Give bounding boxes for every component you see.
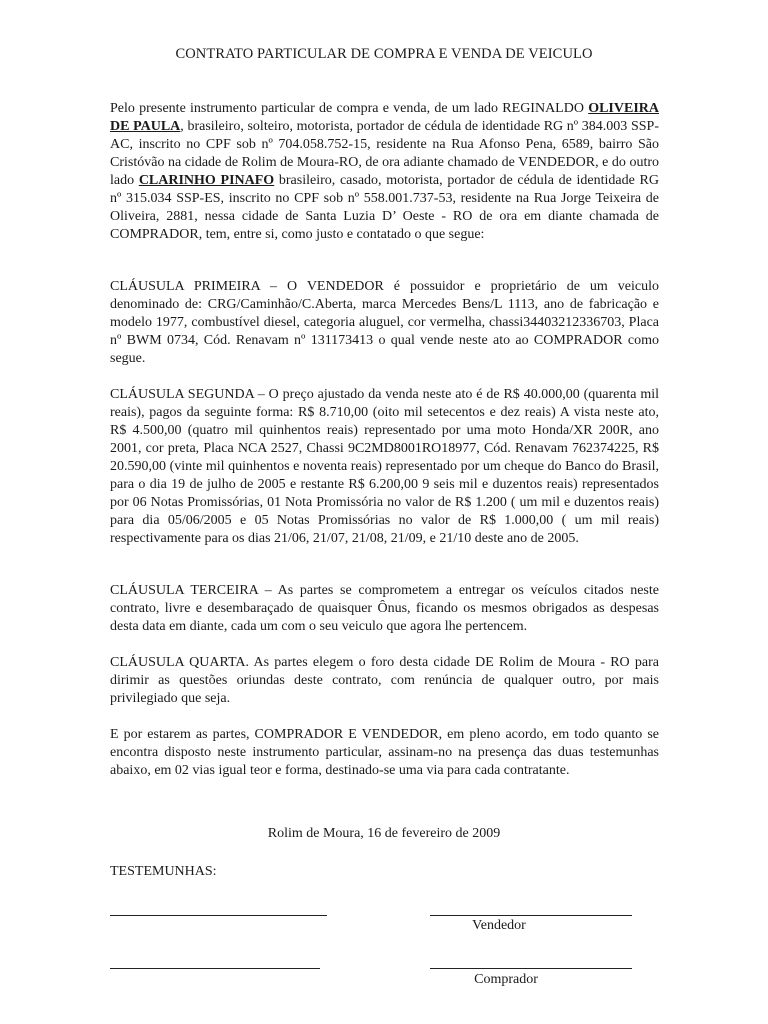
intro-text-2: , brasileiro, solteiro, motorista, portador de cédula de identidade RG nº 384.003 SSP-AC, inscrito no CPF sob nº 704.058.752-15, residente na Rua Afonso Pena, 6589, bairro São Cristóvão na cidade de Rolim de Moura-RO, de ora adiante chamado de VENDEDOR, e do outro lado: [110, 119, 659, 188]
place-and-date: Rolim de Moura, 16 de fevereiro de 2009: [267, 826, 501, 841]
closing-paragraph: E por estarem as partes, COMPRADOR E VENDEDOR, em pleno acordo, em todo quanto se encontra disposto neste instrumento particular, assinam-no na presença das duas testemunhas abaixo, em 02 vias igual teor e forma, destinado-se uma via para cada contratante.: [110, 727, 659, 778]
buyer-signature-line: [430, 968, 632, 969]
clause-first: CLÁUSULA PRIMEIRA – O VENDEDOR é possuidor e proprietário de um veiculo denominado de: CRG/Caminhão/C.Aberta, marca Mercedes Bens/L 1113, ano de fabricação e modelo 1977, combustível diesel, categoria aluguel, cor vermelha, chassi34403212336703, Placa nº BWM 0734, Cód. Renavam nº 131173413 o qual vende neste ato ao COMPRADOR como segue.: [110, 279, 659, 366]
document-title: CONTRATO PARTICULAR DE COMPRA E VENDA DE VEICULO: [175, 46, 593, 62]
clause-third: CLÁUSULA TERCEIRA – As partes se comprometem a entregar os veículos citados neste contrato, livre e desembaraçado de quaisquer Ônus, ficando os mesmos obrigados as despesas desta data em diante, cada um com o seu veiculo que agora lhe pertencem.: [110, 583, 659, 634]
witnesses-label: TESTEMUNHAS:: [110, 864, 217, 879]
clause-fourth: CLÁUSULA QUARTA. As partes elegem o foro desta cidade DE Rolim de Moura - RO para dirimir as questões oriundas deste contrato, com renúncia de qualquer outro, por mais privilegiado que seja.: [110, 655, 659, 706]
buyer-name: CLARINHO PINAFO: [138, 173, 275, 188]
seller-label: Vendedor: [472, 918, 526, 933]
buyer-label: Comprador: [474, 972, 538, 987]
clause-second: CLÁUSULA SEGUNDA – O preço ajustado da venda neste ato é de R$ 40.000,00 (quarenta mil reais), pagos da seguinte forma: R$ 8.710,00 (oito mil setecentos e dez reais) A vista neste ato, R$ 4.500,00 (quatro mil quinhentos reais) representado por uma moto Honda/XR 200R, ano 2001, cor preta, Placa NCA 2527, Chassi 9C2MD8001RO18977, Cód. Renavam 762374225, R$ 20.590,00 (vinte mil quinhentos e noventa reais) representado por um cheque do Banco do Brasil, para o dia 19 de julho de 2005 e restante R$ 6.200,00 9 seis mil e duzentos reais) representados por 06 Notas Promissórias, 01 Nota Promissória no valor de R$ 1.200 ( um mil e duzentos reais) para dia 05/06/2005 e 05 Notas Promissórias no valor de R$ 1.000,00 ( um mil reais) respectivamente para os dias 21/06, 21/07, 21/08, 21/09, e 21/10 deste ano de 2005.: [110, 387, 659, 546]
intro-paragraph: [110, 100, 659, 244]
seller-name: OLIVEIRA DE PAULA: [110, 101, 659, 134]
witness-2-signature-line: [110, 968, 320, 969]
seller-signature-line: [430, 915, 632, 916]
intro-text-1: Pelo presente instrumento particular de compra e venda, de um lado REGINALDO: [110, 101, 589, 116]
intro-text-3: brasileiro, casado, motorista, portador de cédula de identidade RG nº 315.034 SSP-ES, inscrito no CPF sob nº 558.001.737-53, residente na Rua Jorge Teixeira de Oliveira, 2881, nessa cidade de Santa Luzia D’ Oeste - RO de ora em diante chamada de COMPRADOR, tem, entre si, como justo e contatado o que segue:: [110, 173, 659, 242]
witness-1-signature-line: [110, 915, 327, 916]
